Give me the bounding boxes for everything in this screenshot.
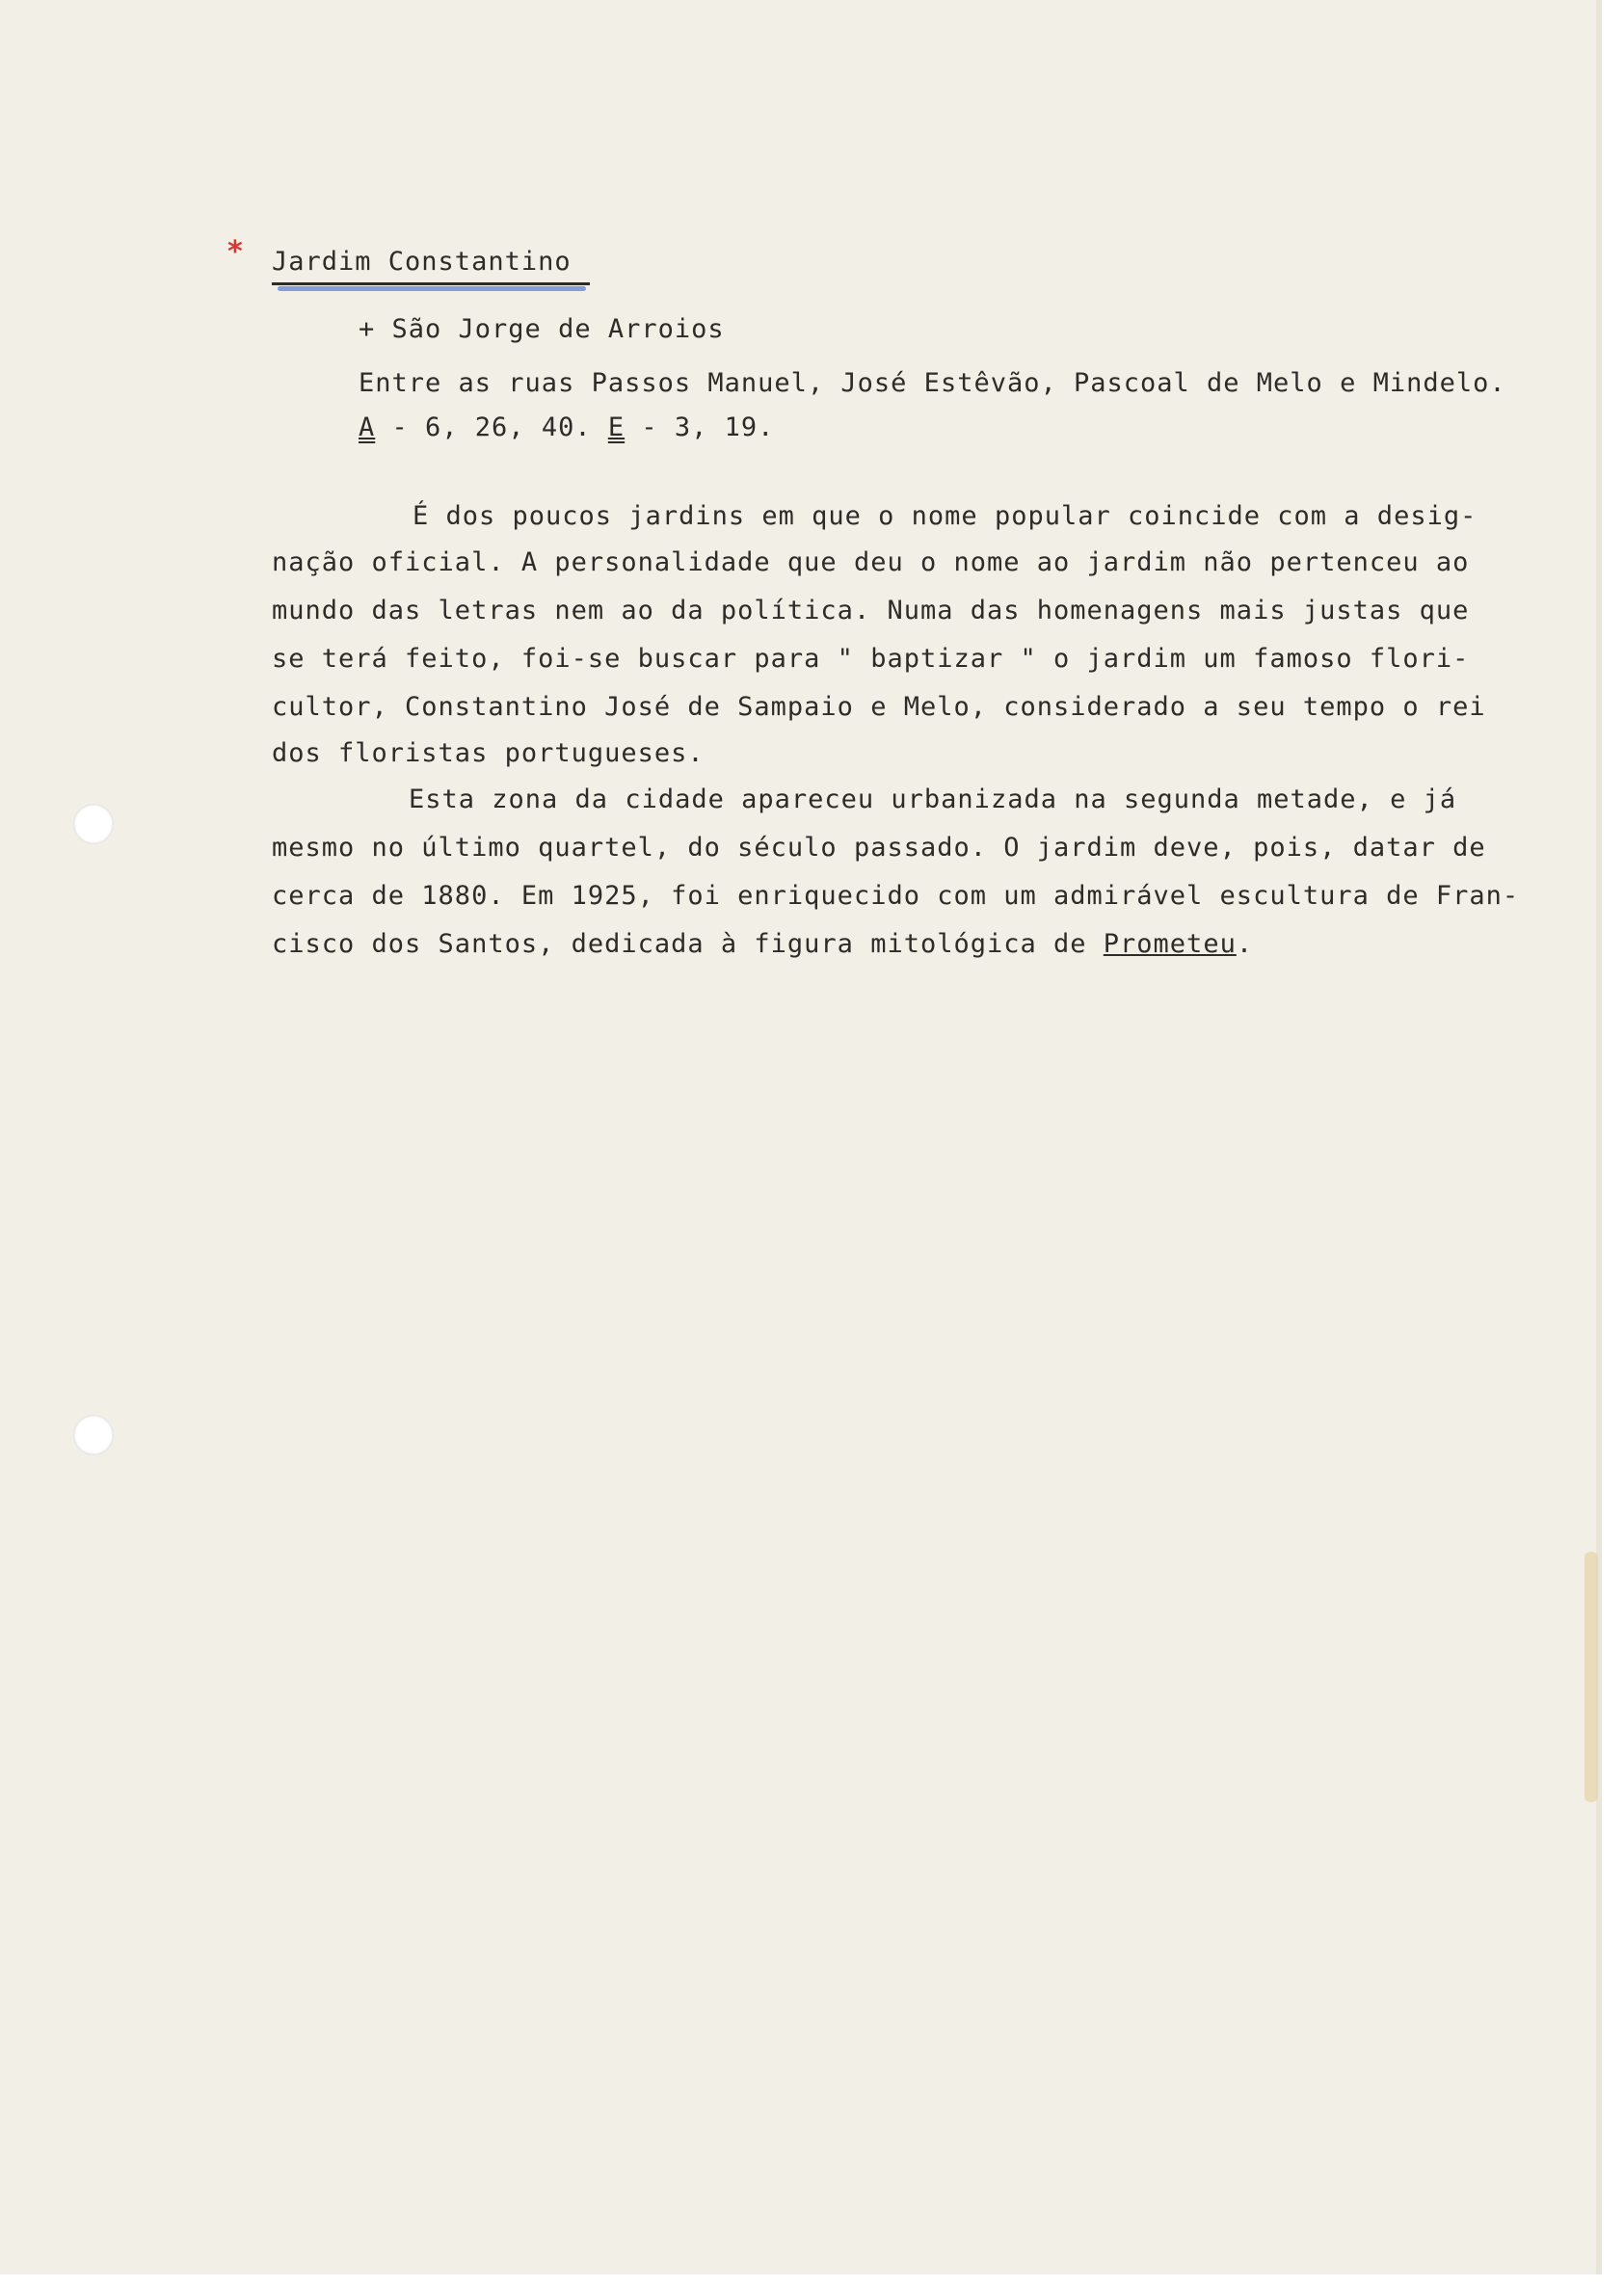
ref-a-letter: A — [359, 412, 376, 442]
final-period: . — [1236, 929, 1254, 959]
paragraph2-last-line — [272, 931, 1253, 957]
paragraph1-line: É dos poucos jardins em que o nome popular coincide com a desig- — [413, 501, 1478, 531]
paragraph2-line: mesmo no último quartel, do século passado. O jardim deve, pois, datar de — [272, 833, 1486, 863]
paragraph1-line: nação oficial. A personalidade que deu o nome ao jardim não pertenceu ao — [272, 547, 1470, 577]
paragraph2-line: cerca de 1880. Em 1925, foi enriquecido com um admirável escultura de Fran- — [272, 881, 1520, 911]
punch-hole-top — [73, 804, 114, 844]
paragraph2-line: cisco dos Santos, dedicada à figura mitológica de — [272, 929, 1104, 959]
paragraph1-line: se terá feito, foi-se buscar para " baptizar " o jardim um famoso flori- — [272, 644, 1470, 674]
document-title: Jardim Constantino — [272, 247, 572, 277]
paragraph2-line: Esta zona da cidade apareceu urbanizada na segunda metade, e já — [409, 784, 1457, 814]
blue-pencil-underline — [278, 286, 586, 291]
streets-line: Entre as ruas Passos Manuel, José Estêvão, Pascoal de Melo e Mindelo. — [359, 368, 1506, 398]
red-asterisk-mark: * — [227, 235, 243, 269]
prometeu-underlined: Prometeu — [1103, 929, 1237, 959]
references-line — [359, 414, 774, 440]
paper-stain — [1584, 1552, 1598, 1802]
ref-e-values: - 3, 19. — [625, 412, 775, 442]
paragraph1-line: mundo das letras nem ao da política. Numa das homenagens mais justas que — [272, 596, 1470, 625]
ref-e-letter: E — [607, 412, 626, 442]
paragraph1-line: dos floristas portugueses. — [272, 738, 705, 768]
punch-hole-bottom — [73, 1415, 114, 1455]
parish-line: + São Jorge de Arroios — [359, 314, 725, 344]
ref-a-values: - 6, 26, 40. — [375, 412, 608, 442]
title-underline — [272, 282, 590, 285]
paragraph1-line: cultor, Constantino José de Sampaio e Melo, considerado a seu tempo o rei — [272, 692, 1486, 722]
